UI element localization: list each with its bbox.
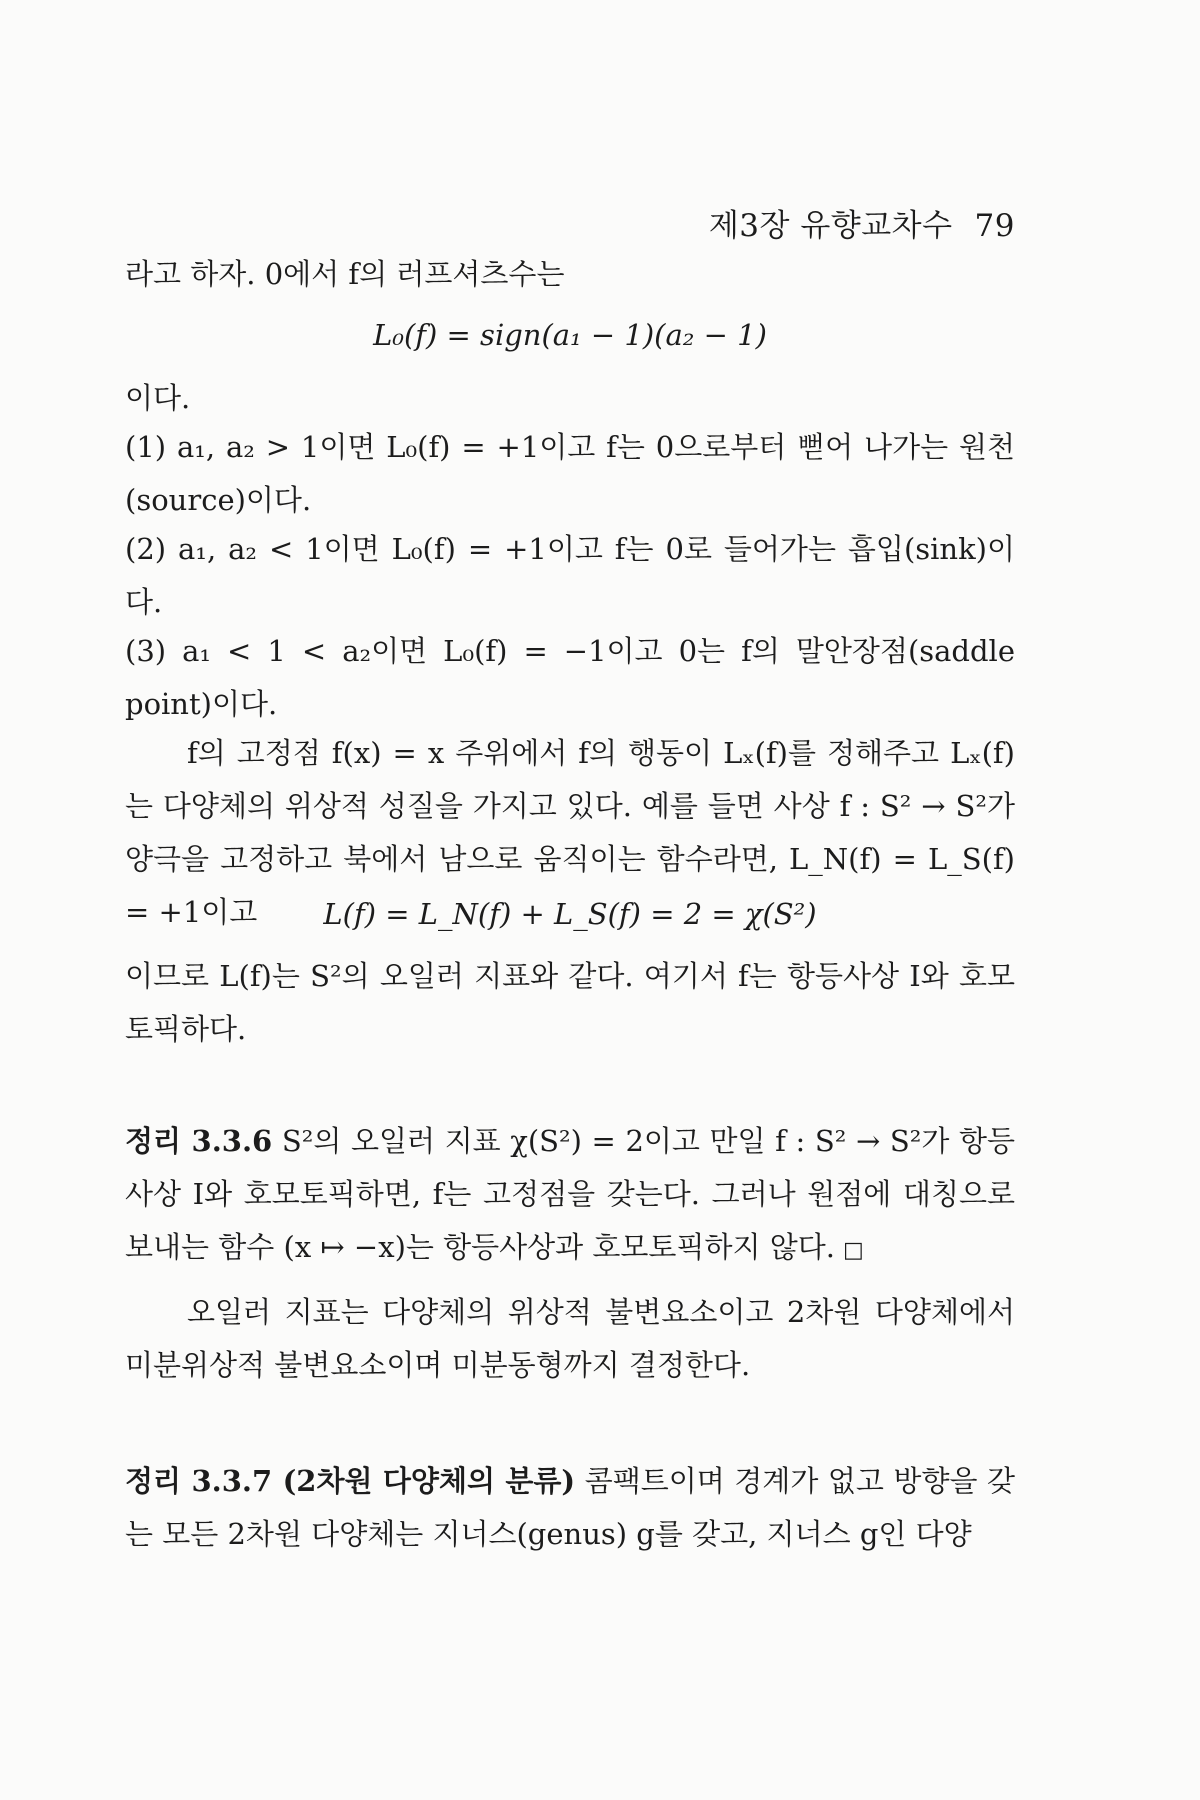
paragraph-ida: 이다.: [125, 381, 191, 415]
paragraph-euler-invariant: 오일러 지표는 다양체의 위상적 불변요소이고 2차원 다양체에서 미분위상적 불변요소이며 미분동형까지 결정한다.: [125, 1295, 1015, 1382]
theorem-label: 정리 3.3.6: [125, 1124, 273, 1158]
chapter-title: 제3장 유향교차수: [708, 208, 953, 244]
list-item-saddle: (3) a₁ < 1 < a₂이면 L₀(f) = −1이고 0는 f의 말안장점(saddle point)이다.: [125, 634, 1015, 721]
qed-symbol: □: [842, 1238, 864, 1263]
equation-lefschetz-index: L₀(f) = sign(a₁ − 1)(a₂ − 1): [373, 318, 767, 352]
paragraph-fixed-point: f의 고정점 f(x) = x 주위에서 f의 행동이 Lₓ(f)를 정해주고 Lₓ(f)는 다양체의 위상적 성질을 가지고 있다. 예를 들면 사상 f : S² → S²가 양극을 고정하고 북에서 남으로 움직이는 함수라면, L_N(f) = L_S(f) = +1이고: [125, 736, 1015, 929]
theorem-label: 정리 3.3.7 (2차원 다양체의 분류): [125, 1464, 576, 1498]
paragraph-intro: 라고 하자. 0에서 f의 러프셔츠수는: [125, 257, 565, 291]
running-header: [709, 200, 1015, 245]
paragraph-homotopic: 이므로 L(f)는 S²의 오일러 지표와 같다. 여기서 f는 항등사상 I와 호모토픽하다.: [125, 959, 1015, 1046]
page-number: 79: [974, 208, 1015, 244]
theorem-text: S²의 오일러 지표 χ(S²) = 2이고 만일 f : S² → S²가 항등사상 I와 호모토픽하면, f는 고정점을 갖는다. 그러나 원점에 대칭으로 보내는 함수 (x ↦ −x)는 항등사상과 호모토픽하지 않다.: [125, 1124, 1016, 1264]
list-item-sink: (2) a₁, a₂ < 1이면 L₀(f) = +1이고 f는 0로 들어가는 흡입(sink)이다.: [125, 532, 1015, 619]
theorem-3-3-7: [125, 1455, 1015, 1561]
equation-euler-characteristic: L(f) = L_N(f) + L_S(f) = 2 = χ(S²): [323, 897, 817, 931]
theorem-3-3-6: [125, 1115, 1015, 1277]
list-item-source: (1) a₁, a₂ > 1이면 L₀(f) = +1이고 f는 0으로부터 뻗어 나가는 원천(source)이다.: [125, 430, 1015, 517]
theorem-text: 콤팩트이며 경계가 없고 방향을 갖는 모든 2차원 다양체는 지너스(genus) g를 갖고, 지너스 g인 다양: [125, 1464, 1016, 1551]
page: [125, 0, 1015, 1800]
